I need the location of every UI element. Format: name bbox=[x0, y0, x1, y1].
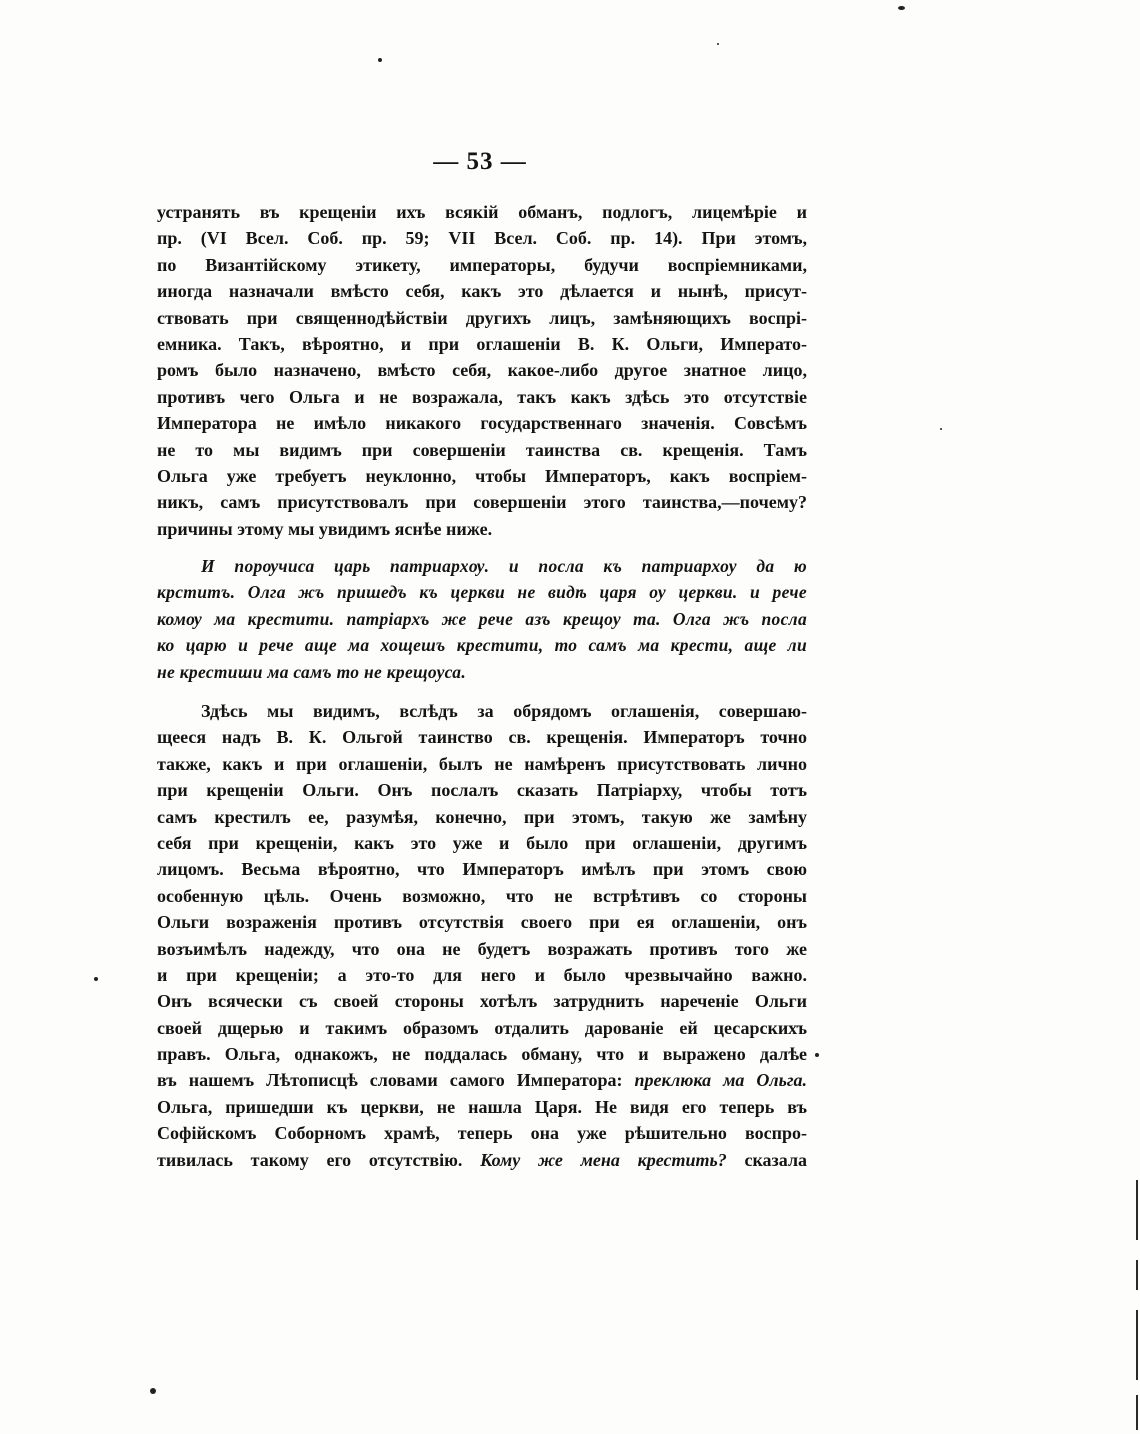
slavonic-quotation bbox=[157, 553, 807, 685]
text-line: Ольги возраженія противъ отсутствія своего при ея оглашеніи, онъ bbox=[157, 912, 807, 933]
scan-speck bbox=[717, 43, 719, 45]
text-fragment: въ нашемъ Лѣтописцѣ словами самого Императора: bbox=[157, 1070, 623, 1091]
text-line: Здѣсь мы видимъ, вслѣдъ за обрядомъ оглашенія, совершаю- bbox=[201, 701, 807, 721]
text-line: при крещеніи Ольги. Онъ послалъ сказать Патріарху, чтобы тотъ bbox=[157, 780, 807, 801]
text-line: устранять въ крещеніи ихъ всякій обманъ, подлогъ, лицемѣріе и bbox=[157, 202, 807, 222]
text-line: ствовать при священнодѣйствіи другихъ лицъ, замѣняющихъ воспрі- bbox=[157, 307, 807, 328]
text-line: Онъ всячески съ своей стороны хотѣлъ затруднить нареченіе Ольги bbox=[157, 991, 807, 1012]
quote-line: не крестиши ма самъ то не крещоуса. bbox=[157, 661, 467, 682]
text-line bbox=[157, 1147, 807, 1173]
text-fragment: сказала bbox=[744, 1149, 808, 1170]
scan-speck bbox=[940, 428, 942, 430]
page-number: — 53 — bbox=[433, 148, 527, 175]
text-line: противъ чего Ольга и не возражала, такъ какъ здѣсь это отсутствіе bbox=[157, 386, 807, 407]
scan-speck bbox=[150, 1388, 156, 1394]
scan-edge-mark bbox=[1136, 1180, 1138, 1240]
scan-edge-mark bbox=[1136, 1260, 1138, 1290]
scan-edge-mark bbox=[1136, 1395, 1138, 1430]
scan-speck bbox=[378, 58, 382, 62]
quote-line: ко царю и рече аще ма хощешъ крестити, то самъ ма крести, аще ли bbox=[157, 635, 807, 656]
scan-speck bbox=[94, 977, 98, 981]
text-line: Софійскомъ Соборномъ храмѣ, теперь она уже рѣшительно воспро- bbox=[157, 1123, 807, 1144]
text-line: самъ крестилъ ее, разумѣя, конечно, при этомъ, такую же замѣну bbox=[157, 806, 807, 827]
text-line: Императора не имѣло никакого государственнаго значенія. Совсѣмъ bbox=[157, 413, 807, 434]
slavonic-inline-quote: Кому же мена крестить? bbox=[480, 1149, 727, 1170]
slavonic-inline-quote: преклюка ма Ольга. bbox=[634, 1070, 808, 1091]
text-line: не то мы видимъ при совершеніи таинства св. крещенія. Тамъ bbox=[157, 439, 807, 460]
text-line: лицомъ. Весьма вѣроятно, что Императоръ имѣлъ при этомъ свою bbox=[157, 859, 807, 880]
text-line: особенную цѣль. Очень возможно, что не встрѣтивъ со стороны bbox=[157, 885, 807, 906]
text-line: никъ, самъ присутствовалъ при совершеніи этого таинства,—почему? bbox=[157, 492, 807, 513]
text-line: себя при крещеніи, какъ это уже и было при оглашеніи, другимъ bbox=[157, 832, 807, 853]
text-line bbox=[157, 1067, 807, 1093]
text-line: своей дщерью и такимъ образомъ отдалить дарованіе ей цесарскихъ bbox=[157, 1017, 807, 1038]
quote-line: И порѹчиса царь патриархѹ. и посла къ патриархоу да ю bbox=[201, 556, 807, 576]
text-line: иногда назначали вмѣсто себя, какъ это дѣлается и нынѣ, присут- bbox=[157, 281, 807, 302]
text-line: и при крещеніи; а это-то для него и было чрезвычайно важно. bbox=[157, 964, 807, 985]
text-fragment: тивилась такому его отсутствію. bbox=[157, 1149, 463, 1170]
quote-line: комѹ ма крестити. патріархъ же рече азъ крещоу та. Олга жъ посла bbox=[157, 608, 807, 629]
text-line: ромъ было назначено, вмѣсто себя, какое-либо другое знатное лицо, bbox=[157, 360, 807, 381]
text-line: по Византійскому этикету, императоры, будучи воспріемниками, bbox=[157, 254, 807, 275]
text-line: емника. Такъ, вѣроятно, и при оглашеніи В. К. Ольги, Императо- bbox=[157, 333, 807, 354]
paragraph-commentary bbox=[157, 698, 807, 1173]
text-line: также, какъ и при оглашеніи, былъ не намѣренъ присутствовать лично bbox=[157, 753, 807, 774]
text-line: возъимѣлъ надежду, что она не будетъ возражать противъ того же bbox=[157, 938, 807, 959]
text-line: пр. (VI Всел. Соб. пр. 59; VII Всел. Соб. пр. 14). При этомъ, bbox=[157, 228, 807, 249]
text-line: щееся надъ В. К. Ольгой таинство св. крещенія. Императоръ точно bbox=[157, 727, 807, 748]
scan-speck bbox=[898, 6, 905, 10]
paragraph-continuation bbox=[157, 199, 807, 542]
scan-speck bbox=[815, 1053, 819, 1057]
quote-line: крститъ. Олга жъ пришедъ къ церкви не видѣ царя оу церкви. и рече bbox=[157, 582, 807, 603]
scan-edge-mark bbox=[1136, 1310, 1138, 1380]
text-line: Ольга, пришедши къ церкви, не нашла Царя. Не видя его теперь въ bbox=[157, 1096, 807, 1117]
text-line: Ольга уже требуетъ неуклонно, чтобы Императоръ, какъ воспріем- bbox=[157, 465, 807, 486]
text-line: правъ. Ольга, однакожъ, не поддалась обману, что и выражено далѣе bbox=[157, 1044, 807, 1065]
text-line: причины этому мы увидимъ яснѣе ниже. bbox=[157, 518, 493, 539]
